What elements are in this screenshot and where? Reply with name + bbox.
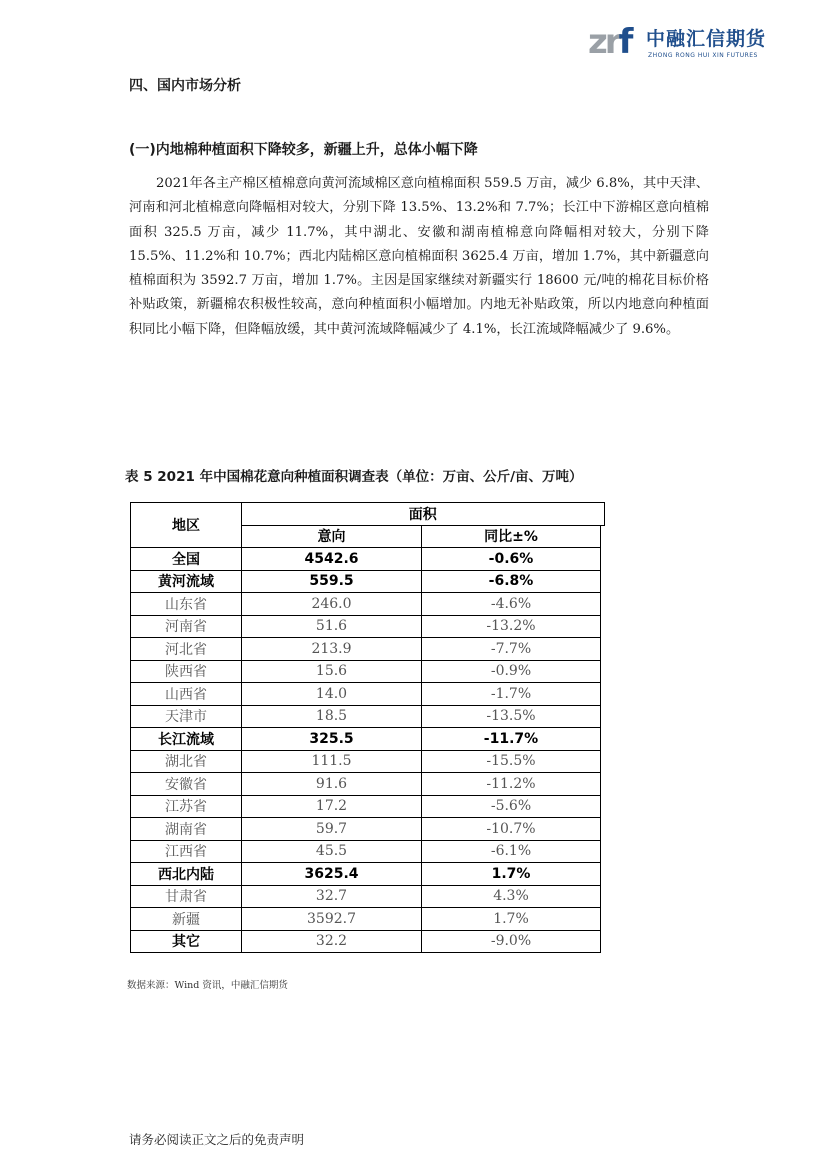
cell-region: 湖南省 [131, 818, 242, 841]
cell-intent: 3592.7 [242, 908, 422, 931]
cell-intent: 213.9 [242, 638, 422, 661]
cell-region: 甘肃省 [131, 885, 242, 908]
cell-intent: 32.7 [242, 885, 422, 908]
table-row [131, 660, 605, 683]
table-row [131, 840, 605, 863]
cell-yoy: -13.5% [422, 705, 601, 728]
cell-intent: 3625.4 [242, 863, 422, 886]
cell-region: 新疆 [131, 908, 242, 931]
cell-yoy: -9.0% [422, 930, 601, 953]
cell-region: 长江流域 [131, 728, 242, 751]
source-note: 数据来源：Wind 资讯，中融汇信期货 [127, 980, 288, 991]
cell-yoy: -0.6% [422, 548, 601, 571]
subsection-title: (一)内地棉种植面积下降较多，新疆上升，总体小幅下降 [129, 142, 478, 158]
cell-yoy: 1.7% [422, 863, 601, 886]
cell-intent: 18.5 [242, 705, 422, 728]
cell-intent: 17.2 [242, 795, 422, 818]
cell-yoy: -13.2% [422, 615, 601, 638]
cell-yoy: -7.7% [422, 638, 601, 661]
cell-intent: 91.6 [242, 773, 422, 796]
cell-intent: 559.5 [242, 570, 422, 593]
cell-spacer [601, 660, 605, 683]
cell-region: 全国 [131, 548, 242, 571]
cell-spacer [601, 593, 605, 616]
cell-yoy: 1.7% [422, 908, 601, 931]
cell-region: 其它 [131, 930, 242, 953]
cell-intent: 111.5 [242, 750, 422, 773]
cell-region: 山东省 [131, 593, 242, 616]
planting-area-table [130, 502, 605, 953]
cell-yoy: 4.3% [422, 885, 601, 908]
disclaimer-footer: 请务必阅读正文之后的免责声明 [129, 1132, 305, 1147]
cell-region: 山西省 [131, 683, 242, 706]
table-row [131, 615, 605, 638]
cell-intent: 59.7 [242, 818, 422, 841]
cell-region: 西北内陆 [131, 863, 242, 886]
logo-mark: zrf [588, 22, 631, 62]
cell-yoy: -4.6% [422, 593, 601, 616]
cell-intent: 45.5 [242, 840, 422, 863]
cell-spacer [601, 773, 605, 796]
cell-region: 湖北省 [131, 750, 242, 773]
cell-region: 河北省 [131, 638, 242, 661]
company-logo [588, 18, 778, 64]
cell-intent: 51.6 [242, 615, 422, 638]
cell-yoy: -5.6% [422, 795, 601, 818]
cell-spacer [601, 615, 605, 638]
cell-spacer [601, 863, 605, 886]
cell-yoy: -6.8% [422, 570, 601, 593]
cell-region: 河南省 [131, 615, 242, 638]
table-row [131, 638, 605, 661]
cell-intent: 325.5 [242, 728, 422, 751]
cell-spacer [601, 750, 605, 773]
table-row [131, 773, 605, 796]
cell-spacer [601, 728, 605, 751]
table-caption: 表 5 2021 年中国棉花意向种植面积调查表（单位：万亩、公斤/亩、万吨） [125, 469, 583, 485]
logo-name-en: ZHONG RONG HUI XIN FUTURES [648, 52, 758, 59]
cell-yoy: -15.5% [422, 750, 601, 773]
cell-intent: 246.0 [242, 593, 422, 616]
cell-spacer [601, 930, 605, 953]
table-row [131, 728, 605, 751]
cell-spacer [601, 795, 605, 818]
cell-yoy: -11.2% [422, 773, 601, 796]
table-row [131, 795, 605, 818]
cell-spacer [601, 570, 605, 593]
cell-spacer [601, 908, 605, 931]
logo-name-cn: 中融汇信期货 [646, 28, 767, 50]
cell-yoy: -11.7% [422, 728, 601, 751]
cell-intent: 15.6 [242, 660, 422, 683]
table-row [131, 705, 605, 728]
cell-region: 江西省 [131, 840, 242, 863]
cell-region: 天津市 [131, 705, 242, 728]
table-row [131, 863, 605, 886]
section-title: 四、国内市场分析 [129, 78, 241, 94]
cell-spacer [601, 885, 605, 908]
table-row [131, 885, 605, 908]
header-spacer [601, 525, 605, 548]
table-row [131, 548, 605, 571]
cell-intent: 14.0 [242, 683, 422, 706]
cell-spacer [601, 840, 605, 863]
cell-yoy: -0.9% [422, 660, 601, 683]
header-region: 地区 [131, 503, 242, 548]
table-row [131, 593, 605, 616]
cell-intent: 4542.6 [242, 548, 422, 571]
table-row [131, 683, 605, 706]
cell-spacer [601, 548, 605, 571]
cell-spacer [601, 638, 605, 661]
table-header-row [131, 503, 605, 526]
cell-spacer [601, 705, 605, 728]
table-row [131, 750, 605, 773]
header-yoy: 同比±% [422, 525, 601, 548]
cell-spacer [601, 683, 605, 706]
body-paragraph: 2021年各主产棉区植棉意向黄河流域棉区意向植棉面积 559.5 万亩，减少 6.8%，其中天津、河南和河北植棉意向降幅相对较大，分别下降 13.5%、13.2%和 7.7%；长江中下游棉区意向植棉面积 325.5 万亩，减少 11.7%，其中湖北、安徽和湖南植棉意向降幅相对较大，分别下降 15.5%、11.2%和 10.7%；西北内陆棉区意向植棉面积 3625.4 万亩，增加 1.7%，其中新疆意向植棉面积为 3592.7 万亩，增加 1.7%。主因是国家继续对新疆实行 18600 元/吨的棉花目标价格补贴政策，新疆棉农积极性较高，意向种植面积小幅增加。内地无补贴政策，所以内地意向种植面积同比小幅下降，但降幅放缓，其中黄河流域降幅减少了 4.1%，长江流域降幅减少了 9.6%。 [129, 176, 709, 337]
header-intent: 意向 [242, 525, 422, 548]
cell-region: 黄河流域 [131, 570, 242, 593]
table-row [131, 818, 605, 841]
cell-yoy: -1.7% [422, 683, 601, 706]
cell-region: 安徽省 [131, 773, 242, 796]
cell-region: 陕西省 [131, 660, 242, 683]
table-row [131, 908, 605, 931]
header-area: 面积 [242, 503, 605, 526]
cell-spacer [601, 818, 605, 841]
cell-intent: 32.2 [242, 930, 422, 953]
table-row [131, 930, 605, 953]
cell-yoy: -6.1% [422, 840, 601, 863]
cell-region: 江苏省 [131, 795, 242, 818]
cell-yoy: -10.7% [422, 818, 601, 841]
table-row [131, 570, 605, 593]
